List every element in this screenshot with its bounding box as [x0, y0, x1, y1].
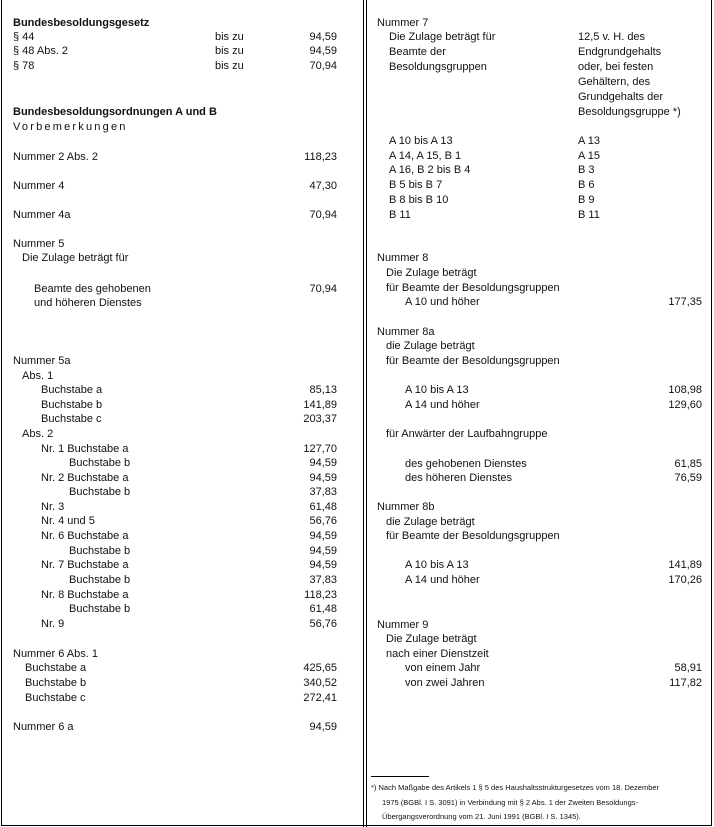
- section-text: nach einer Dienstzeit: [386, 648, 489, 660]
- row-value: 129,60: [668, 399, 702, 411]
- row-label: Nummer 5: [13, 238, 65, 250]
- row-label: Nummer 5a: [13, 355, 71, 367]
- section-heading: Nummer 9: [377, 619, 429, 631]
- row-label: Nummer 6 Abs. 1: [13, 648, 98, 660]
- row-label: von zwei Jahren: [405, 677, 485, 689]
- section-text: Die Zulage beträgt: [386, 267, 477, 279]
- row-value: 94,59: [309, 559, 337, 571]
- row-label: Nr. 9: [41, 618, 65, 630]
- footnote-rule: [371, 776, 429, 777]
- row-value: 37,83: [309, 574, 337, 586]
- row-label: Buchstabe a: [25, 662, 87, 674]
- row-label: Abs. 1: [22, 370, 54, 382]
- row-label: Nummer 4a: [13, 209, 71, 221]
- row-value: 117,82: [669, 677, 702, 689]
- row-value: 47,30: [309, 180, 337, 192]
- row-value: 70,94: [309, 209, 337, 221]
- row-label: Die Zulage beträgt für: [22, 252, 129, 264]
- row-value: 76,59: [674, 472, 702, 484]
- section-text: Besoldungsgruppen: [389, 61, 487, 73]
- section-text: die Zulage beträgt: [386, 516, 475, 528]
- note-text: Grundgehalts der: [578, 91, 663, 103]
- row-label: Buchstabe b: [25, 677, 87, 689]
- note-text: 12,5 v. H. des: [578, 31, 646, 43]
- row-label: Buchstabe a: [41, 384, 103, 396]
- group-from: A 16, B 2 bis B 4: [389, 164, 471, 176]
- row-value: 108,98: [668, 384, 702, 396]
- row-label: Beamte des gehobenen: [34, 283, 151, 295]
- row-value: 94,59: [309, 530, 337, 542]
- row-value: 170,26: [668, 574, 702, 586]
- row-value: 127,70: [303, 443, 337, 455]
- row-label: A 10 bis A 13: [405, 559, 469, 571]
- footnote-line: Übergangsverordnung vom 21. Juni 1991 (BGBl. I S. 1345).: [382, 812, 581, 821]
- section-heading: Nummer 8: [377, 252, 429, 264]
- law-row-label: § 78: [13, 60, 35, 72]
- row-label: Buchstabe c: [41, 413, 102, 425]
- column-divider-inner: [366, 0, 367, 827]
- row-label: Nr. 1 Buchstabe a: [41, 443, 129, 455]
- note-text: Besoldungsgruppe *): [578, 106, 681, 118]
- section-text: Die Zulage beträgt für: [389, 31, 496, 43]
- row-label: Buchstabe c: [25, 692, 86, 704]
- row-value: 61,48: [309, 501, 337, 513]
- group-to: B 11: [578, 209, 600, 221]
- row-value: 56,76: [309, 515, 337, 527]
- law-row-value: 94,59: [309, 31, 337, 43]
- title-bundesbesoldungsgesetz: Bundesbesoldungsgesetz: [13, 17, 150, 29]
- column-divider: [363, 0, 364, 827]
- row-value: 70,94: [309, 283, 337, 295]
- law-row-value: 70,94: [309, 60, 337, 72]
- law-row-mid: bis zu: [215, 31, 244, 43]
- row-label: Nr. 2 Buchstabe a: [41, 472, 129, 484]
- row-label: A 10 und höher: [405, 296, 480, 308]
- section-text: Die Zulage beträgt: [386, 633, 477, 645]
- row-label: Buchstabe b: [69, 545, 131, 557]
- section-text: für Beamte der Besoldungsgruppen: [386, 530, 560, 542]
- row-label: Nr. 3: [41, 501, 65, 513]
- row-value: 272,41: [303, 692, 337, 704]
- row-value: 94,59: [309, 545, 337, 557]
- row-value: 118,23: [304, 151, 337, 163]
- section-heading: Nummer 7: [377, 17, 429, 29]
- row-label: Buchstabe b: [69, 457, 131, 469]
- row-value: 94,59: [309, 472, 337, 484]
- row-value: 61,48: [309, 603, 337, 615]
- section-text: für Anwärter der Laufbahngruppe: [386, 428, 548, 440]
- group-from: B 5 bis B 7: [389, 179, 443, 191]
- footnote-line: *) Nach Maßgabe des Artikels 1 § 5 des Haushaltsstrukturgesetzes vom 18. Dezember: [371, 783, 660, 792]
- row-label: Nummer 6 a: [13, 721, 74, 733]
- row-value: 203,37: [303, 413, 337, 425]
- row-label: Nummer 4: [13, 180, 65, 192]
- row-label: Nummer 2 Abs. 2: [13, 151, 98, 163]
- law-row-label: § 44: [13, 31, 35, 43]
- group-from: B 8 bis B 10: [389, 194, 449, 206]
- row-value: 425,65: [303, 662, 337, 674]
- group-from: A 14, A 15, B 1: [389, 150, 462, 162]
- group-to: B 3: [578, 164, 595, 176]
- group-to: A 15: [578, 150, 601, 162]
- row-label: des gehobenen Dienstes: [405, 458, 527, 470]
- section-text: die Zulage beträgt: [386, 340, 475, 352]
- row-value: 85,13: [309, 384, 337, 396]
- row-label: und höheren Dienstes: [34, 297, 142, 309]
- row-label: Nr. 7 Buchstabe a: [41, 559, 129, 571]
- section-heading: Nummer 8a: [377, 326, 435, 338]
- title-besoldungsordnungen: Bundesbesoldungsordnungen A und B: [13, 106, 217, 118]
- row-label: Buchstabe b: [69, 574, 131, 586]
- row-label: A 14 und höher: [405, 399, 480, 411]
- row-value: 94,59: [309, 721, 337, 733]
- section-text: für Beamte der Besoldungsgruppen: [386, 282, 560, 294]
- group-from: B 11: [389, 209, 411, 221]
- group-to: B 6: [578, 179, 595, 191]
- row-value: 58,91: [674, 662, 702, 674]
- law-row-value: 94,59: [309, 45, 337, 57]
- law-row-mid: bis zu: [215, 45, 244, 57]
- row-label: Nr. 4 und 5: [41, 515, 95, 527]
- row-label: Buchstabe b: [69, 603, 131, 615]
- group-to: A 13: [578, 135, 601, 147]
- row-label: des höheren Dienstes: [405, 472, 513, 484]
- section-text: für Beamte der Besoldungsgruppen: [386, 355, 560, 367]
- footnote-line: 1975 (BGBl. I S. 3091) in Verbindung mit § 2 Abs. 1 der Zweiten Besoldungs-: [382, 798, 638, 807]
- row-label: von einem Jahr: [405, 662, 481, 674]
- row-label: Buchstabe b: [69, 486, 131, 498]
- row-value: 37,83: [309, 486, 337, 498]
- row-value: 56,76: [309, 618, 337, 630]
- row-value: 141,89: [303, 399, 337, 411]
- row-value: 177,35: [668, 296, 702, 308]
- subtitle-vorbemerkungen: Vorbemerkungen: [13, 121, 128, 133]
- row-label: A 14 und höher: [405, 574, 480, 586]
- row-value: 118,23: [304, 589, 337, 601]
- row-label: Nr. 6 Buchstabe a: [41, 530, 129, 542]
- row-value: 94,59: [309, 457, 337, 469]
- row-label: Abs. 2: [22, 428, 54, 440]
- group-to: B 9: [578, 194, 595, 206]
- row-value: 340,52: [303, 677, 337, 689]
- note-text: Gehältern, des: [578, 76, 651, 88]
- row-value: 61,85: [674, 458, 702, 470]
- law-row-label: § 48 Abs. 2: [13, 45, 69, 57]
- group-from: A 10 bis A 13: [389, 135, 453, 147]
- section-text: Beamte der: [389, 46, 446, 58]
- note-text: Endgrundgehalts: [578, 46, 662, 58]
- note-text: oder, bei festen: [578, 61, 654, 73]
- law-row-mid: bis zu: [215, 60, 244, 72]
- row-value: 141,89: [668, 559, 702, 571]
- section-heading: Nummer 8b: [377, 501, 435, 513]
- row-label: A 10 bis A 13: [405, 384, 469, 396]
- row-label: Buchstabe b: [41, 399, 103, 411]
- row-label: Nr. 8 Buchstabe a: [41, 589, 129, 601]
